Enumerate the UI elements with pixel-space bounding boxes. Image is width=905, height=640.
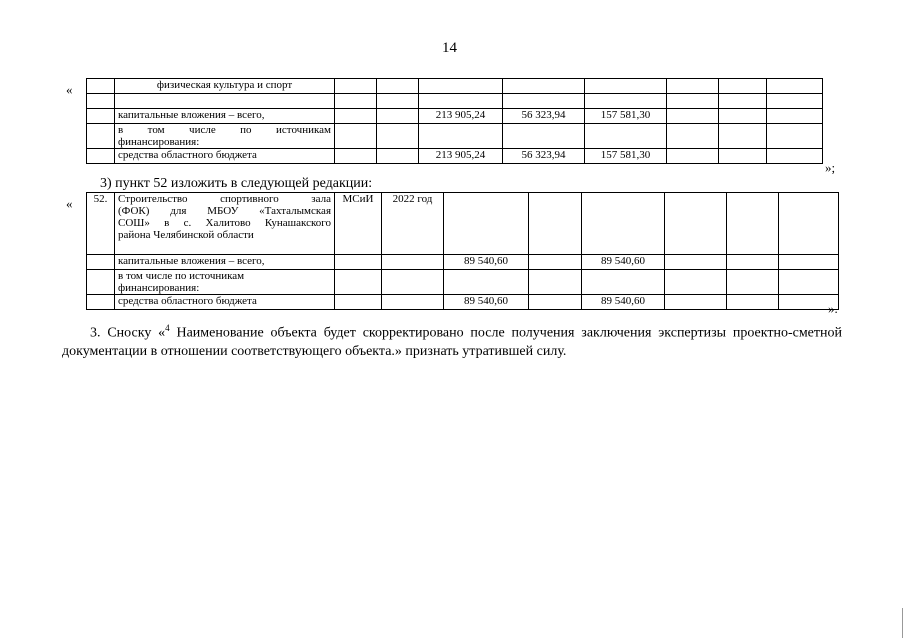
row-label-line1: в том числе по источникам — [118, 124, 331, 136]
cell-value: 89 540,60 — [444, 255, 529, 270]
table-row — [87, 270, 839, 295]
cell-value: 56 323,94 — [503, 109, 585, 124]
table-item-52 — [86, 192, 839, 310]
row-label-line2: финансирования: — [118, 282, 200, 294]
year: 2022 год — [382, 193, 444, 255]
table-sport-section — [86, 78, 823, 164]
table-row — [87, 94, 823, 109]
row-label: капитальные вложения – всего, — [115, 109, 335, 124]
close-mark-table2: ». — [828, 301, 838, 316]
table-row — [87, 295, 839, 310]
table-row — [87, 124, 823, 149]
cell-value: 213 905,24 — [419, 109, 503, 124]
table-row — [87, 109, 823, 124]
table-row — [87, 79, 823, 94]
object-name-line: (ФОК) для МБОУ «Тахталымская — [118, 205, 331, 217]
cell-value: 56 323,94 — [503, 149, 585, 164]
open-quote-table2: « — [66, 196, 73, 211]
cell-value: 213 905,24 — [419, 149, 503, 164]
cell-value: 157 581,30 — [585, 109, 667, 124]
customer: МСиИ — [335, 193, 382, 255]
row-label: средства областного бюджета — [115, 149, 335, 164]
item-number: 52. — [87, 193, 115, 255]
close-mark-table1: »; — [825, 160, 836, 175]
row-label — [115, 124, 335, 149]
table-row — [87, 255, 839, 270]
footnote-sup: 4 — [165, 323, 170, 333]
object-name-line: района Челябинской области — [118, 229, 254, 241]
scan-edge-mark — [902, 608, 903, 638]
paragraph-body: Наименование объекта будет скорректировано после получения заключения экспертизы проектно-сметной документации в отношении соответствующего объекта.» признать утратившей силу. — [62, 325, 842, 359]
item-3-heading: 3) пункт 52 изложить в следующей редакции: — [100, 176, 373, 191]
row-label: физическая культура и спорт — [115, 79, 335, 94]
row-label: капитальные вложения – всего, — [115, 255, 335, 270]
cell-value: 157 581,30 — [585, 149, 667, 164]
cell-value: 89 540,60 — [582, 255, 665, 270]
row-label — [115, 270, 335, 295]
object-name-line: Строительство спортивного зала — [118, 193, 331, 205]
footnote-paragraph — [62, 319, 842, 361]
page-number: 14 — [442, 40, 457, 56]
open-quote-table1: « — [66, 82, 73, 97]
cell-value: 89 540,60 — [582, 295, 665, 310]
row-label-line2: финансирования: — [118, 136, 200, 148]
row-label: средства областного бюджета — [115, 295, 335, 310]
object-name-line: СОШ» в с. Халитово Кунашакского — [118, 217, 331, 229]
row-label-line1: в том числе по источникам — [118, 270, 245, 282]
object-name — [115, 193, 335, 255]
table-row — [87, 193, 839, 255]
table-row — [87, 149, 823, 164]
paragraph-prefix: 3. Сноску « — [90, 325, 166, 341]
cell-value: 89 540,60 — [444, 295, 529, 310]
